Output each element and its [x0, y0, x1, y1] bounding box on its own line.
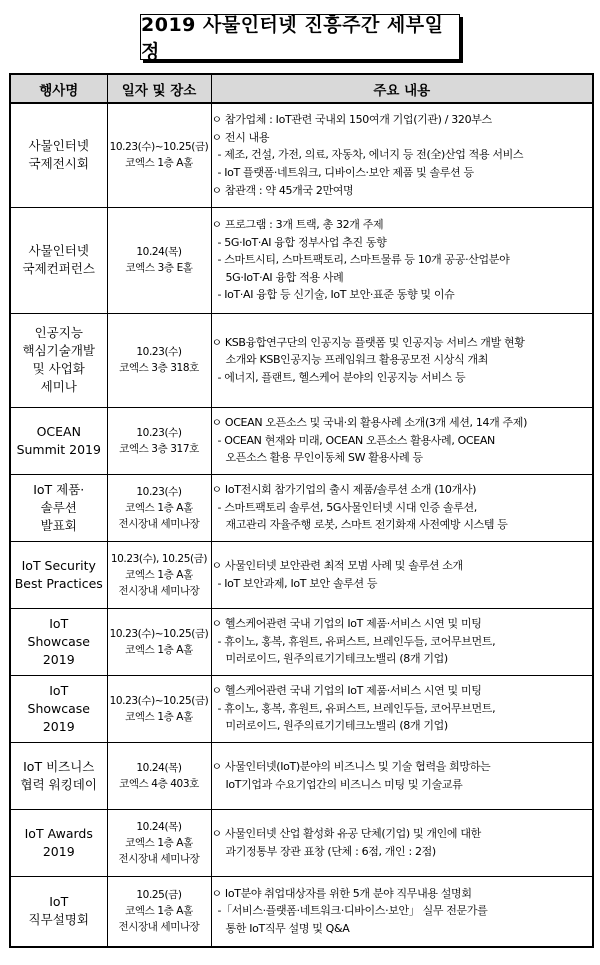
document-title: 2019 사물인터넷 진흥주간 세부일정 — [140, 14, 460, 60]
content-cell — [211, 608, 593, 675]
event-name-cell — [10, 313, 107, 407]
content-line: 미러로이드, 원주의료기기테크노밸리 (8개 기업) — [225, 652, 448, 666]
content-line: 재고관리 자율주행 로봇, 스마트 전기화재 사전예방 시스템 등 — [225, 518, 508, 532]
content-line: 오픈소스 활용 무인이동체 SW 활용사례 등 — [225, 451, 423, 465]
event-name-line: 사물인터넷 — [28, 138, 89, 154]
content-line: - 휴이노, 홍복, 휴원트, 유퍼스트, 브레인두들, 코어무브먼트, — [217, 701, 496, 715]
event-name-line: Best Practices — [14, 575, 103, 591]
content-cell — [211, 675, 593, 742]
table-row — [10, 809, 593, 876]
content-line: 소개와 KSB인공지능 프레임워크 활용공모전 시상식 개최 — [225, 353, 488, 367]
date-place-line: 코엑스 1층 A홀 — [125, 568, 193, 581]
content-line: ㅇ IoT전시회 참가기업의 출시 제품/솔루션 소개 (10개사) — [211, 483, 477, 497]
event-name-line: 직무설명회 — [28, 912, 89, 928]
header-row — [10, 74, 593, 103]
date-place-line: 전시장내 세미나장 — [118, 921, 200, 934]
table-row — [10, 207, 593, 313]
date-place-line: 코엑스 4층 403호 — [119, 777, 199, 790]
event-name-line: Summit 2019 — [16, 441, 101, 457]
content-line: - 5G·IoT·AI 융합 정부사업 추진 동향 — [217, 235, 387, 249]
table-row — [10, 541, 593, 608]
date-place-cell — [107, 742, 211, 809]
content-line: ㅇ OCEAN 오픈소스 및 국내·외 활용사례 소개(3개 세션, 14개 주제) — [211, 416, 528, 430]
header-event-name: 행사명 — [10, 74, 107, 103]
date-place-cell — [107, 541, 211, 608]
content-line: - IoT 플랫폼·네트워크, 디바이스·보안 제품 및 솔루션 등 — [217, 166, 474, 180]
content-line: ㅇ 사물인터넷 보안관련 최적 모범 사례 및 솔루션 소개 — [211, 558, 463, 572]
content-line: ㅇ 참가업체 : IoT관련 국내외 150여개 기업(기관) / 320부스 — [211, 113, 492, 127]
header-main-content: 주요 내용 — [211, 74, 593, 103]
header-date-place: 일자 및 장소 — [107, 74, 211, 103]
event-name-line: 국제전시회 — [28, 156, 89, 172]
event-name-line: 인공지능 — [34, 325, 83, 340]
event-name-cell — [10, 876, 107, 947]
date-place-line: 코엑스 3층 E홀 — [125, 262, 193, 274]
content-line: - OCEAN 현재와 미래, OCEAN 오픈소스 활용사례, OCEAN — [217, 433, 495, 447]
content-cell — [211, 742, 593, 809]
date-place-line: 10.23(수) — [136, 346, 182, 358]
date-place-line: 10.23(수)~10.25(금) — [109, 141, 209, 154]
event-name-line: 발표회 — [40, 517, 77, 533]
content-line: ㅇ 참관객 : 약 45개국 2만여명 — [211, 183, 354, 197]
table-row — [10, 608, 593, 675]
event-name-cell — [10, 207, 107, 313]
event-name-line: IoT 비즈니스 — [23, 758, 95, 774]
event-name-line: IoT Security — [21, 557, 96, 573]
date-place-line: 코엑스 3층 317호 — [119, 442, 199, 455]
event-name-line: IoT 제품· — [33, 481, 85, 497]
event-name-line: IoT Awards — [24, 825, 93, 841]
date-place-line: 10.23(수)~10.25(금) — [109, 627, 209, 640]
content-line: IoT기업과 수요기업간의 비즈니스 미팅 및 기술교류 — [225, 777, 463, 791]
date-place-line: 코엑스 1층 A홀 — [125, 501, 193, 514]
content-line: ㅇ 헬스케어관련 국내 기업의 IoT 제품·서비스 시연 및 미팅 — [211, 617, 482, 631]
content-line: -「서비스·플랫폼·네트워크·디바이스·보안」 실무 전문가를 — [217, 904, 488, 918]
event-name-line: 사물인터넷 — [28, 243, 89, 258]
content-line: ㅇ 헬스케어관련 국내 기업의 IoT 제품·서비스 시연 및 미팅 — [211, 684, 482, 698]
date-place-line: 10.24(목) — [136, 761, 182, 774]
date-place-line: 코엑스 1층 A홀 — [125, 710, 193, 723]
event-name-line: 협력 워킹데이 — [20, 776, 97, 792]
date-place-line: 10.25(금) — [136, 889, 182, 902]
event-name-line: 및 사업화 — [32, 361, 85, 376]
content-cell — [211, 407, 593, 474]
date-place-line: 코엑스 3층 318호 — [119, 362, 199, 374]
date-place-line: 전시장내 세미나장 — [118, 852, 200, 865]
date-place-line: 전시장내 세미나장 — [118, 517, 200, 530]
date-place-cell — [107, 675, 211, 742]
schedule-table — [9, 73, 594, 948]
content-line: - 제조, 건설, 가전, 의료, 자동차, 에너지 등 전(全)산업 적용 서비스 — [217, 148, 524, 162]
event-name-cell — [10, 474, 107, 541]
content-line: - IoT·AI 융합 등 신기술, IoT 보안·표준 동향 및 이슈 — [217, 288, 455, 302]
event-name-line: 2019 — [42, 718, 75, 734]
content-line: - IoT 보안과제, IoT 보안 솔루션 등 — [217, 576, 378, 590]
content-line: 미러로이드, 원주의료기기테크노밸리 (8개 기업) — [225, 719, 448, 733]
event-name-cell — [10, 675, 107, 742]
content-line: ㅇ 프로그램 : 3개 트랙, 총 32개 주제 — [211, 218, 384, 232]
date-place-cell — [107, 876, 211, 947]
date-place-cell — [107, 207, 211, 313]
content-line: - 에너지, 플랜트, 헬스케어 분야의 인공지능 서비스 등 — [217, 370, 466, 384]
date-place-line: 코엑스 1층 A홀 — [125, 643, 193, 656]
table-row — [10, 474, 593, 541]
date-place-line: 10.23(수) — [136, 485, 182, 498]
content-line: ㅇ IoT분야 취업대상자를 위한 5개 분야 직무내용 설명회 — [211, 886, 472, 900]
event-name-line: 2019 — [42, 651, 75, 667]
content-cell — [211, 474, 593, 541]
event-name-line: 세미나 — [40, 379, 77, 394]
date-place-line: 10.23(수) — [136, 426, 182, 439]
date-place-line: 10.24(목) — [136, 246, 182, 258]
date-place-line: 10.23(수), 10.25(금) — [110, 552, 208, 565]
event-name-line: IoT — [49, 615, 69, 631]
content-line: ㅇ 사물인터넷(IoT)분야의 비즈니스 및 기술 협력을 희망하는 — [211, 759, 491, 773]
date-place-cell — [107, 809, 211, 876]
content-line: 통한 IoT직무 설명 및 Q&A — [225, 922, 350, 936]
event-name-line: 핵심기술개발 — [22, 343, 95, 358]
table-row — [10, 742, 593, 809]
content-line: 과기정통부 장관 표창 (단체 : 6점, 개인 : 2점) — [225, 844, 436, 858]
event-name-cell — [10, 103, 107, 207]
event-name-line: 국제컨퍼런스 — [22, 261, 95, 276]
event-name-line: Showcase — [27, 700, 90, 716]
content-cell — [211, 207, 593, 313]
table-row — [10, 313, 593, 407]
content-cell — [211, 809, 593, 876]
table-row — [10, 103, 593, 207]
event-name-line: 솔루션 — [40, 499, 77, 515]
event-name-line: OCEAN — [36, 423, 81, 439]
event-name-line: IoT — [49, 682, 69, 698]
event-name-cell — [10, 407, 107, 474]
event-name-cell — [10, 809, 107, 876]
date-place-cell — [107, 103, 211, 207]
event-name-line: IoT — [49, 894, 69, 910]
date-place-cell — [107, 407, 211, 474]
content-line: ㅇ KSB융합연구단의 인공지능 플랫폼 및 인공지능 서비스 개발 현황 — [211, 335, 525, 349]
date-place-cell — [107, 313, 211, 407]
content-line: - 스마트팩토리 솔루션, 5G사물인터넷 시대 인증 솔루션, — [217, 500, 477, 514]
date-place-cell — [107, 474, 211, 541]
content-line: - 스마트시티, 스마트팩토리, 스마트물류 등 10개 공공·산업분야 — [217, 253, 510, 267]
content-line: ㅇ 전시 내용 — [211, 130, 270, 144]
table-row — [10, 407, 593, 474]
event-name-cell — [10, 742, 107, 809]
event-name-cell — [10, 608, 107, 675]
date-place-line: 10.24(목) — [136, 820, 182, 833]
event-name-cell — [10, 541, 107, 608]
content-line: ㅇ 사물인터넷 산업 활성화 유공 단체(기업) 및 개인에 대한 — [211, 826, 481, 840]
date-place-line: 전시장내 세미나장 — [118, 584, 200, 597]
date-place-line: 10.23(수)~10.25(금) — [109, 694, 209, 707]
content-cell — [211, 313, 593, 407]
schedule-rows — [10, 103, 593, 947]
date-place-line: 코엑스 1층 A홀 — [125, 157, 193, 170]
content-cell — [211, 103, 593, 207]
date-place-line: 코엑스 1층 A홀 — [125, 836, 193, 849]
table-row — [10, 675, 593, 742]
content-line: - 휴이노, 홍복, 휴원트, 유퍼스트, 브레인두들, 코어무브먼트, — [217, 634, 496, 648]
date-place-line: 코엑스 1층 A홀 — [125, 905, 193, 918]
event-name-line: Showcase — [27, 633, 90, 649]
table-row — [10, 876, 593, 947]
date-place-cell — [107, 608, 211, 675]
content-line: 5G·IoT·AI 융합 적용 사례 — [225, 270, 344, 284]
content-cell — [211, 876, 593, 947]
content-cell — [211, 541, 593, 608]
event-name-line: 2019 — [42, 843, 75, 859]
